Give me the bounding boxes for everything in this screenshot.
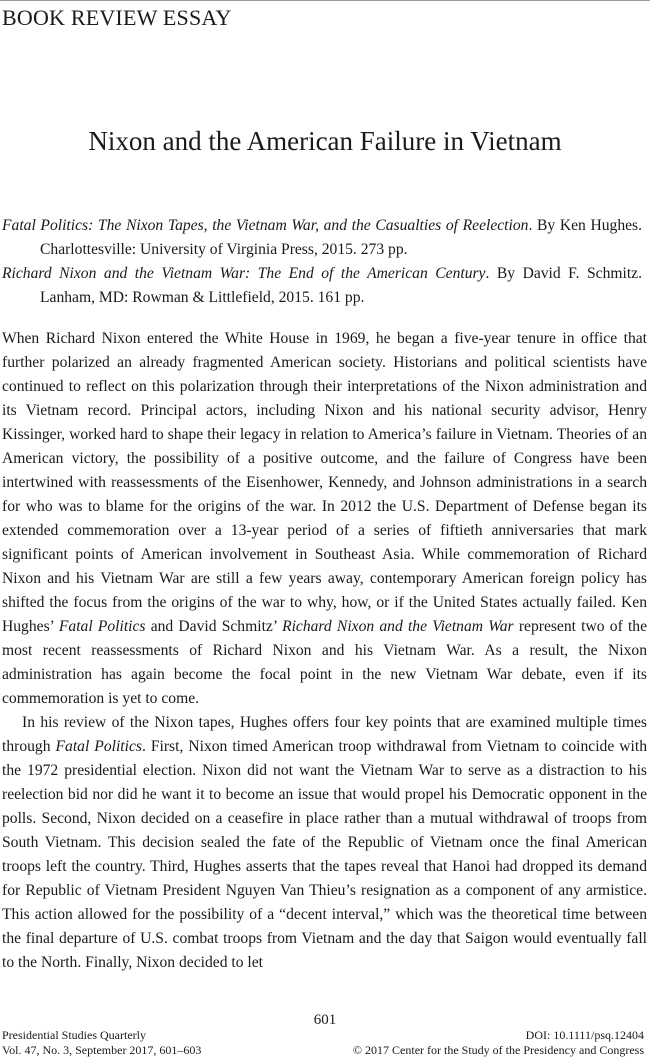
book-title: Fatal Politics: The Nixon Tapes, the Vietnam War, and the Casualties of Reelection [2,217,529,234]
book-reference [2,214,642,262]
top-rule [0,0,650,1]
body-paragraph: In his review of the Nixon tapes, Hughes offers four key points that are examined multiple times through Fatal Politics. First, Nixon timed American troop withdrawal from Vietnam to coincide with the 1972 presidential election. Nixon did not want the Vietnam War to serve as a distraction to his reelection bid nor did he want it to become an issue that would propel his Democratic opponent in the polls. Second, Nixon decided on a ceasefire in place rather than a mutual withdrawal of troops from South Vietnam. This decision sealed the fate of the Republic of Vietnam once the final American troops left the country. Third, Hughes asserts that the tapes reveal that Hanoi had dropped its demand for Republic of Vietnam President Nguyen Van Thieu’s resignation as a component of any armistice. This action allowed for the possibility of a “decent interval,” which was the theoretical time between the final departure of U.S. combat troops from Vietnam and the day that Saigon would eventually fall to the North. Finally, Nixon decided to let [2,714,647,971]
book-title-inline: Fatal Politics [55,738,142,755]
footer-left [2,1028,201,1058]
book-details: . By Ken Hughes. Charlottesville: University of Virginia Press, 2015. 273 pp. [40,217,642,258]
journal-name: Presidential Studies Quarterly [2,1028,146,1042]
book-reference [2,262,642,310]
body-paragraph: When Richard Nixon entered the White House in 1969, he began a five-year tenure in office that further polarized an already fragmented American society. Historians and political scientists have continued to reflect on this polarization through their interpretations of the Nixon administration and its Vietnam record. Principal actors, including Nixon and his national security advisor, Henry Kissinger, worked hard to shape their legacy in relation to America’s failure in Vietnam. Theories of an American victory, the possibility of a positive outcome, and the failure of Congress have been intertwined with reassessments of the Eisenhower, Kennedy, and Johnson administrations in a search for who was to blame for the origins of the war. In 2012 the U.S. Department of Defense began its extended commemoration over a 13-year period of a series of fiftieth anniversaries that mark significant points of American involvement in Southeast Asia. While commemoration of Richard Nixon and his Vietnam War are still a few years away, contemporary American foreign policy has shifted the focus from the origins of the war to why, how, or if the United States actually failed. Ken Hughes’ Fatal Politics and David Schmitz’ Richard Nixon and the Vietnam War represent two of the most recent reassessments of Richard Nixon and his Vietnam War. As a result, the Nixon administration has again become the focal point in the new Vietnam War debate, even if its commemoration is yet to come. [2,330,648,707]
article-body [2,327,647,975]
book-title: Richard Nixon and the Vietnam War: The End of the American Century [2,265,486,282]
book-title-inline: Fatal Politics [58,618,146,635]
journal-volume: Vol. 47, No. 3, September 2017, 601–603 [2,1043,202,1057]
footer-right [353,1028,644,1058]
section-label: BOOK REVIEW ESSAY [2,5,232,30]
book-details: . By David F. Schmitz. Lanham, MD: Rowman & Littlefield, 2015. 161 pp. [40,265,642,306]
page-number: 601 [313,1012,337,1028]
reviewed-books [2,214,642,310]
book-title-inline: Richard Nixon and the Vietnam War [282,618,514,635]
article-title: Nixon and the American Failure in Vietnam [88,126,562,156]
doi: DOI: 10.1111/psq.12404 [525,1028,644,1042]
copyright: © 2017 Center for the Study of the Presidency and Congress [352,1043,644,1057]
